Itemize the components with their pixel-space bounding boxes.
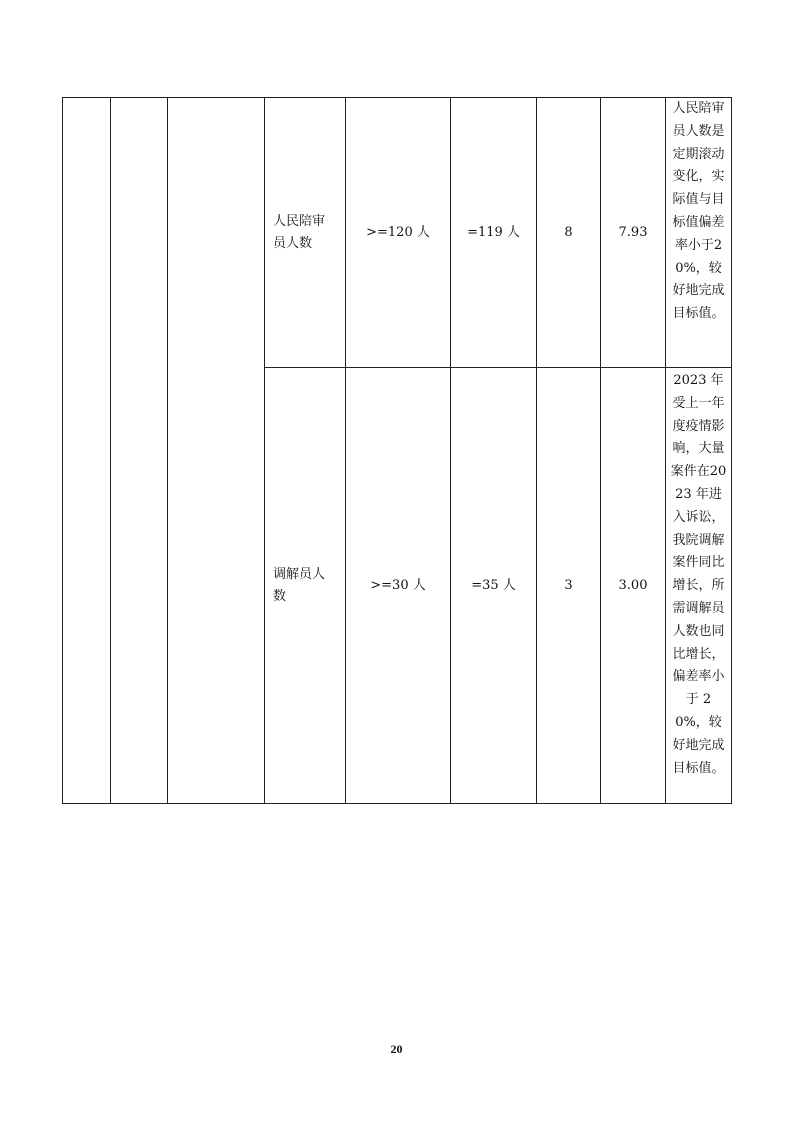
column-divider <box>167 98 168 803</box>
table-row-1-weight: 8 <box>564 224 573 240</box>
table-row-1-note: 人民陪审员人数是定期滚动变化，实际值与目标值偏差率小于20%，较好地完成目标值。 <box>672 101 725 322</box>
performance-table <box>62 97 732 804</box>
table-row-1-actual: =119 人 <box>467 224 520 240</box>
table-row-2-note: 2023 年受上一年度疫情影响，大量案件在2023 年进入诉讼，我院调解案件同比增长，所需调解员人数也同比增长，偏差率小于 20%，较好地完成目标值。 <box>670 373 727 776</box>
table-row-1-target: >=120 人 <box>366 224 430 240</box>
table-row-2-actual: =35 人 <box>471 578 516 593</box>
table-row-1-score: 7.93 <box>618 224 648 240</box>
table-row-2-indicator: 调解员人数 <box>273 567 326 604</box>
table-row-1-indicator: 人民陪审员人数 <box>273 213 326 251</box>
page-number: 20 <box>390 1042 403 1056</box>
table-row-2-target: >=30 人 <box>370 578 426 593</box>
column-divider <box>110 98 111 803</box>
table-row-2-weight: 3 <box>564 578 573 593</box>
table-row-2-score: 3.00 <box>618 578 648 593</box>
